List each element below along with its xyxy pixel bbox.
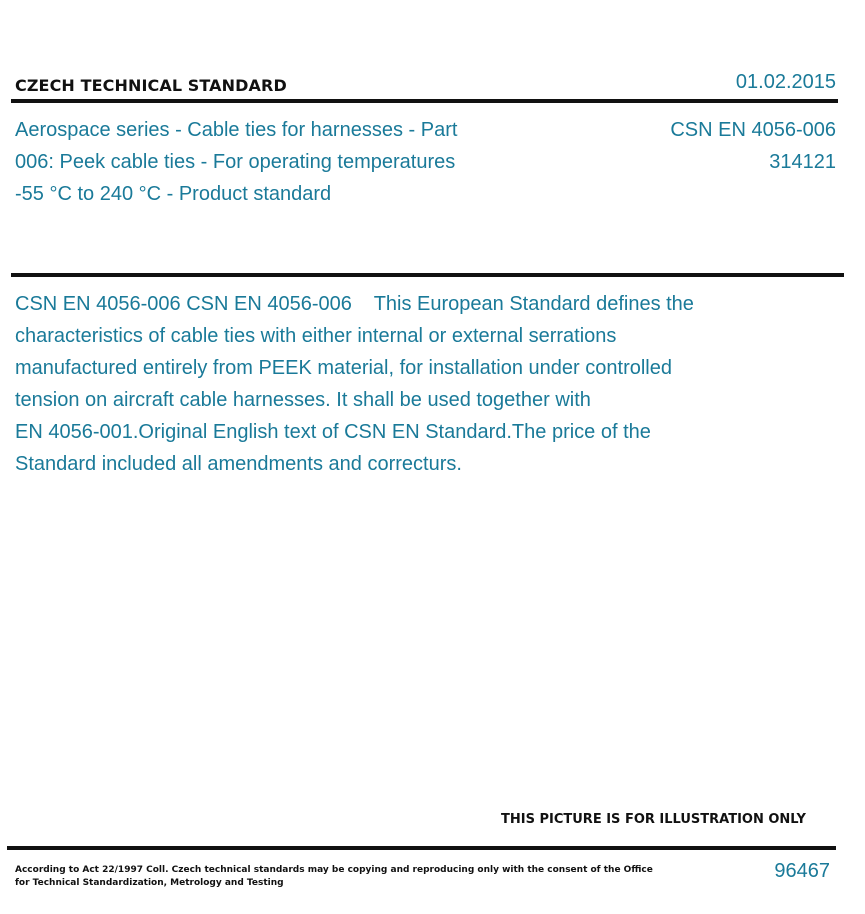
standard-identifiers [670,114,836,178]
publication-date: 01.02.2015 [735,71,836,93]
title-line: 006: Peek cable ties - For operating temperatures [15,151,456,173]
title-line: Aerospace series - Cable ties for harnesses - Part [15,119,458,141]
description-line: characteristics of cable ties with either internal or external serrations [15,325,617,347]
legal-line: According to Act 22/1997 Coll. Czech technical standards may be copying and reproducing only with the consent of the Office [15,865,653,875]
description-line: tension on aircraft cable harnesses. It shall be used together with [15,389,591,411]
illustration-disclaimer: THIS PICTURE IS FOR ILLUSTRATION ONLY [501,812,806,827]
footer-divider [7,846,836,850]
standard-description [15,288,775,480]
standard-title [15,114,515,210]
header-divider [11,99,838,103]
description-line: EN 4056-001.Original English text of CSN EN Standard.The price of the [15,421,651,443]
description-line: Standard included all amendments and correcturs. [15,453,462,475]
standard-number: CSN EN 4056-006 [670,119,836,141]
legal-notice [15,864,653,890]
legal-line: for Technical Standardization, Metrology and Testing [15,878,284,888]
title-line: -55 °C to 240 °C - Product standard [15,183,332,205]
description-line: CSN EN 4056-006 CSN EN 4056-006 This European Standard defines the [15,293,694,315]
title-divider [11,273,844,277]
document-category: CZECH TECHNICAL STANDARD [15,76,287,95]
description-line: manufactured entirely from PEEK material, for installation under controlled [15,357,672,379]
document-id: 96467 [774,860,830,882]
classification-code: 314121 [769,151,836,173]
